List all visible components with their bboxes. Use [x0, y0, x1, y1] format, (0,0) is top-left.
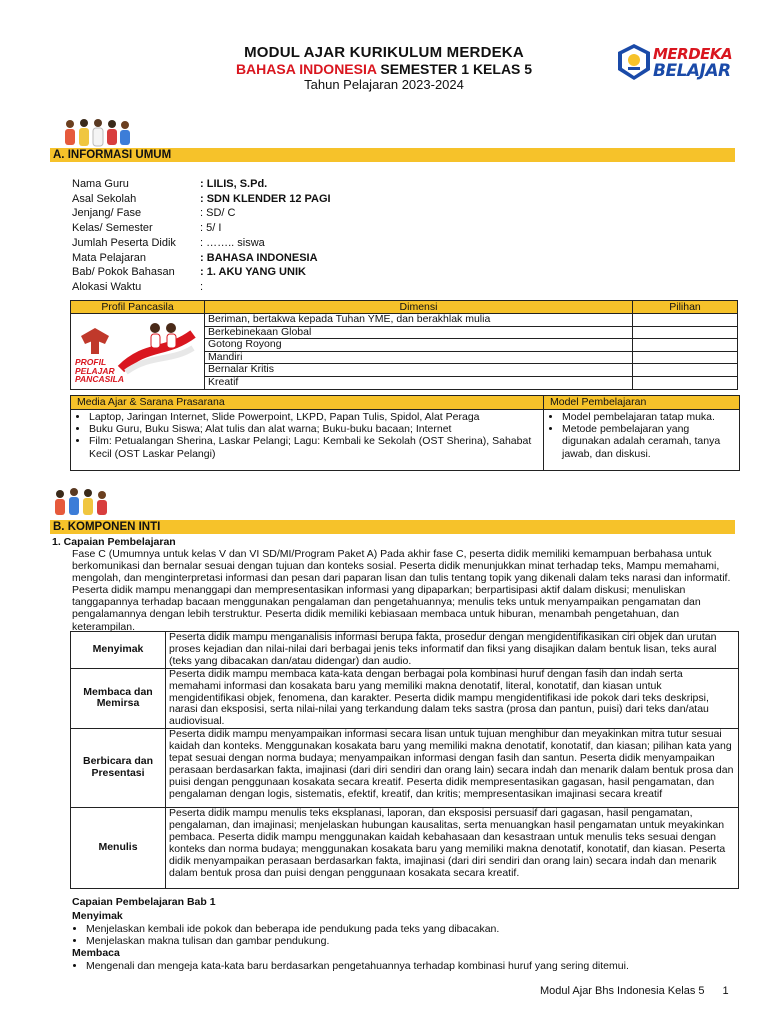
- section-a-bar: [50, 148, 735, 162]
- document-title: MODUL AJAR KURIKULUM MERDEKA: [244, 44, 524, 61]
- section-a-title: A. INFORMASI UMUM: [53, 149, 172, 161]
- profil-pelajar-pancasila-logo-text: [75, 358, 124, 384]
- element-label: Menulis: [71, 808, 166, 889]
- info-value: : BAHASA INDONESIA: [200, 251, 318, 264]
- dimensi-cell: Gotong Royong: [205, 339, 633, 352]
- info-key: Nama Guru: [72, 178, 129, 190]
- col-header-profil: Profil Pancasila: [71, 301, 205, 314]
- table-row: [71, 729, 739, 808]
- capaian-elements-table: [70, 631, 739, 889]
- section-b-bar: [50, 520, 735, 534]
- capaian-heading: 1. Capaian Pembelajaran: [52, 536, 176, 548]
- menyimak-list: [72, 923, 629, 947]
- page-footer: [540, 985, 729, 997]
- list-item: • Mengenali dan mengeja kata-kata baru berdasarkan pengetahuannya terhadap kombinasi huruf yang sering ditemui.: [86, 960, 629, 972]
- list-item: • Film: Petualangan Sherina, Laskar Pelangi; Lagu: Kembali ke Sekolah (OST Sherina), Sahabat Kecil (OST Laskar Pelangi): [89, 435, 543, 459]
- profil-logo-cell: [71, 314, 205, 390]
- info-value: : SD/ C: [200, 207, 236, 220]
- list-item: • Metode pembelajaran yang digunakan adalah ceramah, tanya jawab, dan diskusi.: [562, 423, 739, 460]
- school-year: Tahun Pelajaran 2023-2024: [304, 77, 464, 92]
- list-item: • Menjelaskan makna tulisan dan gambar pendukung.: [86, 935, 629, 947]
- info-value: : …….. siswa: [200, 236, 265, 249]
- dimensi-cell: Berkebinekaan Global: [205, 326, 633, 339]
- info-key: Jenjang/ Fase: [72, 207, 142, 220]
- tut-wuri-emblem-icon: [617, 43, 651, 81]
- model-pembelajaran-panel: [544, 396, 739, 470]
- model-pembelajaran-header: Model Pembelajaran: [544, 396, 739, 410]
- info-row: [72, 265, 331, 280]
- info-row: [72, 251, 331, 266]
- info-key: Kelas/ Semester: [72, 222, 153, 235]
- list-item: • Buku Guru, Buku Siswa; Alat tulis dan alat warna; Buku-buku bacaan; Internet: [89, 423, 543, 435]
- info-key: Bab/ Pokok Bahasan: [72, 266, 175, 279]
- logo-line: PANCASILA: [75, 374, 124, 384]
- membaca-list: [72, 960, 629, 972]
- subject-name: BAHASA INDONESIA: [235, 61, 377, 77]
- semester-class: SEMESTER 1 KELAS 5: [376, 61, 533, 77]
- media-ajar-list: [71, 410, 543, 460]
- info-key: Asal Sekolah: [72, 192, 137, 205]
- students-illustration-icon: [62, 116, 132, 150]
- info-value: : 5/ I: [200, 222, 222, 235]
- col-header-pilihan: Pilihan: [633, 301, 738, 314]
- pilihan-cell[interactable]: [633, 376, 738, 389]
- media-model-box: [70, 395, 740, 471]
- list-item: • Menjelaskan kembali ide pokok dan beberapa ide pendukung pada teks yang dibacakan.: [86, 923, 629, 935]
- page-number: 1: [722, 985, 729, 997]
- media-ajar-header: Media Ajar & Sarana Prasarana: [71, 396, 543, 410]
- students-group-illustration-icon: [50, 486, 114, 520]
- pilihan-cell[interactable]: [633, 364, 738, 377]
- element-label: Berbicara dan Presentasi: [71, 729, 166, 808]
- info-row: [72, 236, 331, 251]
- element-text: Peserta didik mampu menulis teks eksplanasi, laporan, dan eksposisi persuasif dari gagasan, hasil pengamatan, pengalaman, dan imajinasi; menjelaskan hubungan kausalitas, serta menuangkan hasil pengamatan untuk meyakinkan pembaca. Peserta didik mampu menggunakan kaidah kebahasaan dan kesastraan untuk menulis teks sesuai dengan konteks dan norma budaya; menggunakan kosakata baru yang memiliki makna denotatif, konotatif, dan kiasan. Peserta didik menyampaikan perasaan berdasarkan fakta, imajinasi (dari diri sendiri dan orang lain) secara indah dan menarik dalam bentuk prosa dan puisi dengan penggunaan kosakata secara kreatif.: [166, 808, 739, 889]
- pilihan-cell[interactable]: [633, 314, 738, 327]
- model-pembelajaran-list: [544, 410, 739, 460]
- info-value: :: [200, 280, 204, 293]
- logo-word-belajar: BELAJAR: [653, 61, 731, 81]
- element-label: Menyimak: [71, 632, 166, 669]
- footer-text: Modul Ajar Bhs Indonesia Kelas 5: [540, 985, 705, 997]
- profil-pancasila-table: [70, 300, 738, 390]
- info-value: : 1. AKU YANG UNIK: [200, 266, 306, 279]
- media-ajar-panel: [71, 396, 544, 470]
- info-key: Alokasi Waktu: [72, 280, 142, 293]
- table-row: [71, 668, 739, 729]
- info-row: [72, 192, 331, 207]
- dimensi-cell: Bernalar Kritis: [205, 364, 633, 377]
- info-row: [72, 177, 331, 192]
- general-info: [72, 177, 331, 295]
- dimensi-cell: Beriman, bertakwa kepada Tuhan YME, dan berakhlak mulia: [205, 314, 633, 327]
- info-value: : LILIS, S.Pd.: [200, 178, 268, 190]
- info-row: [72, 206, 331, 221]
- logo-line: PROFIL: [75, 357, 107, 367]
- dimensi-cell: Kreatif: [205, 376, 633, 389]
- pilihan-cell[interactable]: [633, 351, 738, 364]
- info-key: Jumlah Peserta Didik: [72, 236, 176, 249]
- info-value: : SDN KLENDER 12 PAGI: [200, 192, 331, 205]
- dimensi-cell: Mandiri: [205, 351, 633, 364]
- pilihan-cell[interactable]: [633, 326, 738, 339]
- info-key: Mata Pelajaran: [72, 251, 146, 264]
- membaca-heading: Membaca: [72, 947, 120, 960]
- element-text: Peserta didik mampu menganalisis informasi berupa fakta, prosedur dengan mengidentifikasikan ciri objek dan urutan proses kejadian dan nilai-nilai dari berbagai jenis teks informatif dan fiksi yang disajikan dalam bentuk lisan, teks aural (teks yang dibacakan dan/atau didengar) dan audio.: [166, 632, 739, 669]
- col-header-dimensi: Dimensi: [205, 301, 633, 314]
- bab-heading: Capaian Pembelajaran Bab 1: [72, 896, 216, 908]
- logo-line: PELAJAR: [75, 365, 115, 376]
- element-text: Peserta didik mampu menyampaikan informasi secara lisan untuk tujuan menghibur dan meyakinkan mitra tutur sesuai kaidah dan konteks. Menggunakan kosakata baru yang memiliki makna denotatif, konotatif, dan kiasan; pilihan kata yang tepat sesuai dengan norma budaya; menyampaikan informasi dengan fasih dan santun. Peserta didik menyampaikan perasaan berdasarkan fakta, imajinasi (dari diri sendiri dan orang lain) secara indah dan menarik dalam bentuk prosa dan puisi dengan penggunaan kosakata secara kreatif. Peserta didik mempresentasikan gagasan, hasil pengamatan, dan pengalaman dengan logis, sistematis, efektif, kreatif, dan kritis; mempresentasikan imajinasi secara kreatif: [166, 729, 739, 808]
- capaian-paragraph: Fase C (Umumnya untuk kelas V dan VI SD/MI/Program Paket A) Pada akhir fase C, peserta didik memiliki kemampuan berbahasa untuk berkomunikasi dan bernalar sesuai dengan tujuan dan konteks sosial. Peserta didik menunjukkan minat terhadap teks, Mampu memahami, mengolah, dan menginterpretasi informasi dan pesan dari paparan lisan dan tulis tentang topik yang dikenali dalam teks narasi dan informatif. Peserta didik mampu menanggapi dan mempresentasikan informasi yang dipaparkan; berpartisipasi aktif dalam diskusi; menuliskan tanggapannya terhadap bacaan menggunakan pengalaman dan pengetahuannya; menulis teks untuk menyampaikan pengamatan dan pengalamannya dengan lebih terstruktur. Peserta didik memiliki kebiasaan membaca untuk hiburan, menambah pengetahuan, dan keterampilan.: [72, 548, 731, 633]
- menyimak-heading: Menyimak: [72, 910, 123, 923]
- section-b-title: B. KOMPONEN INTI: [53, 521, 161, 533]
- merdeka-belajar-logo: [617, 43, 733, 83]
- logo-word-merdeka: MERDEKA: [653, 45, 733, 63]
- pilihan-cell[interactable]: [633, 339, 738, 352]
- list-item: • Laptop, Jaringan Internet, Slide Powerpoint, LKPD, Papan Tulis, Spidol, Alat Peraga: [89, 411, 543, 423]
- element-label: Membaca dan Memirsa: [71, 668, 166, 729]
- element-text: Peserta didik mampu membaca kata-kata dengan berbagai pola kombinasi huruf dengan fasih dan indah serta memahami informasi dan kosakata baru yang memiliki makna denotatif, literal, konotatif, dan kiasan untuk mengidentifikasi objek, fenomena, dan karakter. Peserta didik mampu mengidentifikasi ide pokok dari teks deskripsi, narasi dan eksposisi, serta nilai-nilai yang terkandung dalam teks sastra (prosa dan pantun, puisi) dari teks dan/atau audiovisual.: [166, 668, 739, 729]
- table-row: [71, 632, 739, 669]
- info-row: [72, 280, 331, 295]
- capaian-bab-1: [72, 896, 629, 972]
- table-row: [71, 808, 739, 889]
- info-row: [72, 221, 331, 236]
- list-item: • Model pembelajaran tatap muka.: [562, 411, 739, 423]
